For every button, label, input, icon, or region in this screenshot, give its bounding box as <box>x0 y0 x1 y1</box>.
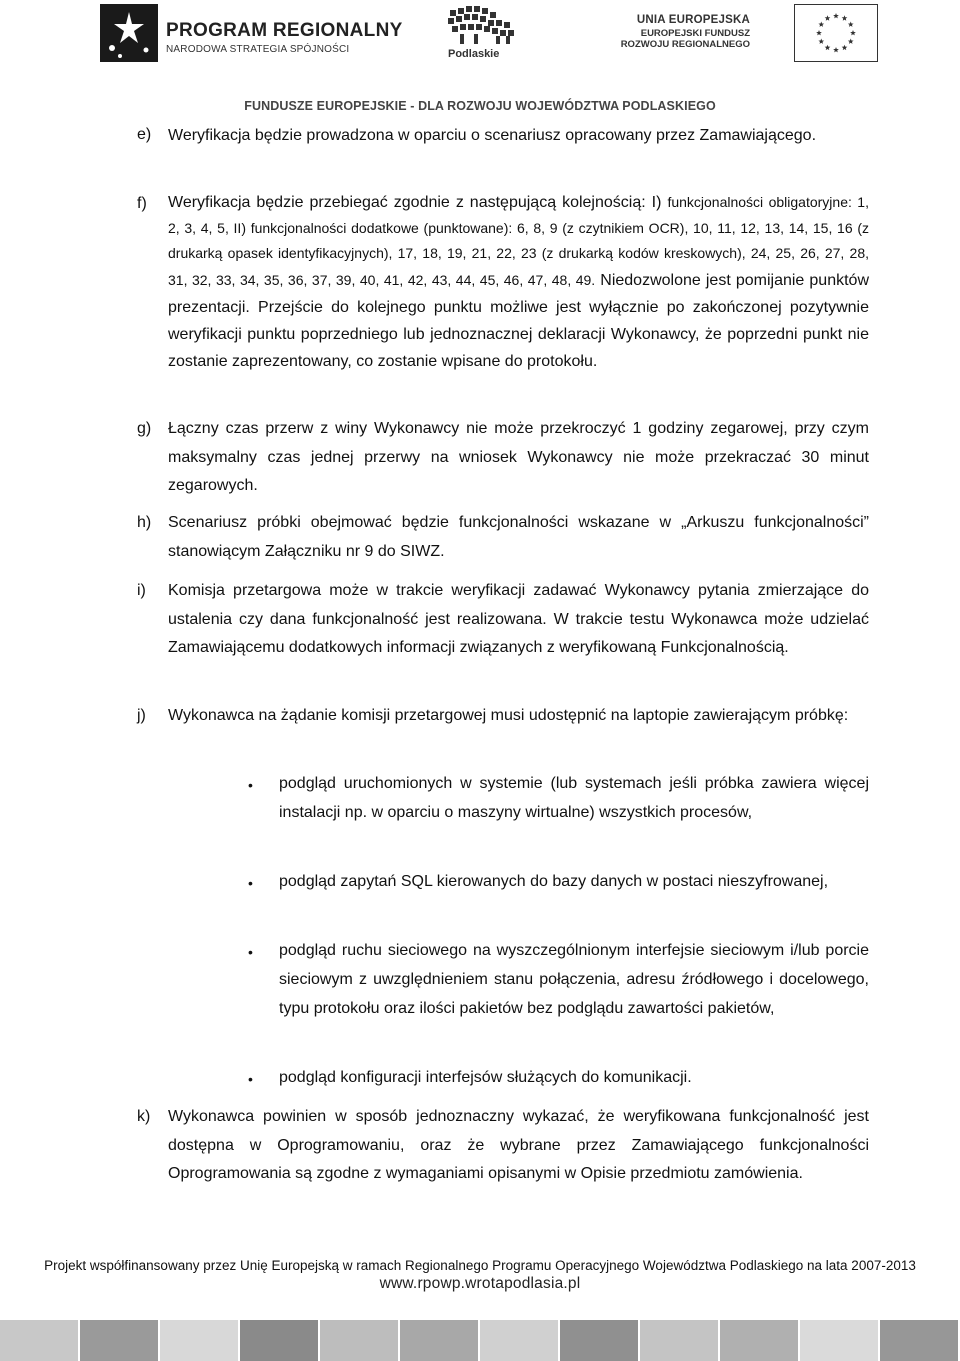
program-regionalny-logo <box>100 4 403 66</box>
bison-icon <box>440 4 530 50</box>
bullet-glyph: • <box>248 777 253 793</box>
footer-band-segment <box>240 1320 320 1361</box>
item-marker: j) <box>137 707 146 724</box>
podlaskie-logo <box>440 4 530 66</box>
bullet-glyph: • <box>248 1071 253 1087</box>
item-text-part1: Weryfikacja będzie przebiegać zgodnie z następującą kolejnością: I) <box>168 194 668 211</box>
bullet-text: podgląd zapytań SQL kierowanych do bazy danych w postaci nieszyfrowanej, <box>279 873 829 890</box>
item-text: Wykonawca powinien w sposób jednoznaczny wykazać, że weryfikowana funkcjonalność jest dostępna w Oprogramowaniu, oraz że wybrane przez Zamawiającego funkcjonalności Oprogramowania są zgodne z wymaganiami opisanymi w Opisie przedmiotu zamówienia. <box>168 1108 869 1182</box>
item-marker: g) <box>137 420 152 437</box>
bullet-glyph: • <box>248 944 253 960</box>
bullet-text: podgląd konfiguracji interfejsów służących do komunikacji. <box>279 1069 692 1086</box>
footer-color-band <box>0 1320 960 1361</box>
eu-star-icon <box>816 30 822 35</box>
footer-band-segment <box>480 1320 560 1361</box>
item-marker: f) <box>137 195 147 212</box>
eu-title: UNIA EUROPEJSKA <box>636 14 750 26</box>
footer-band-segment <box>640 1320 720 1361</box>
footer-band-segment <box>320 1320 400 1361</box>
podlaskie-label: Podlaskie <box>448 48 500 60</box>
eu-star-icon <box>825 15 831 20</box>
item-text: Scenariusz próbki obejmować będzie funkcjonalności wskazane w „Arkuszu funkcjonalności” stanowiącym Załączniku nr 9 do SIWZ. <box>168 514 869 560</box>
eu-star-icon <box>848 22 854 27</box>
item-text <box>168 190 869 375</box>
eu-star-icon <box>850 30 856 35</box>
bullet-text: podgląd uruchomionych w systemie (lub systemach jeśli próbka zawiera więcej instalacji np. w oparciu o maszyny wirtualne) wszystkich procesów, <box>279 775 869 821</box>
footer-band-segment <box>560 1320 640 1361</box>
bullet-glyph: • <box>248 875 253 891</box>
item-marker: k) <box>137 1108 151 1125</box>
program-subtitle: NARODOWA STRATEGIA SPÓJNOŚCI <box>166 44 350 55</box>
item-text: Łączny czas przerw z winy Wykonawcy nie może przekroczyć 1 godziny zegarowej, przy czym maksymalny czas jednej przerwy na wniosek Wykonawcy nie może przekraczać 30 minut zegarowych. <box>168 420 869 494</box>
eu-star-icon <box>848 39 854 44</box>
item-marker: i) <box>137 582 146 599</box>
item-text: Wykonawca na żądanie komisji przetargowej musi udostępnić na laptopie zawierającym próbkę: <box>168 707 849 724</box>
header-caption: FUNDUSZE EUROPEJSKIE - DLA ROZWOJU WOJEWÓDZTWA PODLASKIEGO <box>244 99 716 113</box>
item-text-part3: Niedozwolone jest pomijanie punktów prezentacji. Przejście do kolejnego punktu możliwe jest wyłącznie po zakończonej pozytywnie weryfikacji punktu poprzedniego lub jednoznacznej deklaracji Wykonawcy, że poprzedni punkt nie zostanie zaprezentowany, co zostanie wpisane do protokołu. <box>168 271 869 370</box>
footer-band-segment <box>400 1320 480 1361</box>
eu-star-icon <box>818 39 824 44</box>
program-title: PROGRAM REGIONALNY <box>166 20 403 41</box>
eu-flag-icon <box>794 4 878 62</box>
footer-website: www.rpowp.wrotapodlasia.pl <box>379 1275 581 1292</box>
footer-band-segment <box>0 1320 80 1361</box>
eu-star-icon <box>842 45 848 50</box>
eu-star-icon <box>818 22 824 27</box>
footer-band-segment <box>160 1320 240 1361</box>
eu-star-icon <box>833 13 839 18</box>
eu-star-icon <box>842 15 848 20</box>
item-marker: e) <box>137 126 152 143</box>
footer-band-segment <box>800 1320 880 1361</box>
item-text: Weryfikacja będzie prowadzona w oparciu o scenariusz opracowany przez Zamawiającego. <box>168 127 817 144</box>
eu-star-icon <box>825 45 831 50</box>
footer-band-segment <box>880 1320 960 1361</box>
page-header <box>0 0 960 112</box>
footer-cofinancing-note: Projekt współfinansowany przez Unię Europejską w ramach Regionalnego Programu Operacyjnego Województwa Podlaskiego na lata 2007-2013 <box>44 1258 916 1273</box>
eu-fund-line2: ROZWOJU REGIONALNEGO <box>620 39 750 50</box>
star-person-icon <box>100 4 158 62</box>
item-marker: h) <box>137 514 152 531</box>
bullet-text: podgląd ruchu sieciowego na wyszczególnionym interfejsie sieciowym i/lub porcie sieciowym z uwzględnieniem stanu połączenia, adresu źródłowego i docelowego, typu protokołu oraz ilości pakietów bez podglądu zawartości pakietów, <box>279 942 869 1017</box>
item-text-part2: funkcjonalności obligatoryjne: 1, 2, 3, 4, 5, II) funkcjonalności dodatkowe (punktowane): 6, 8, 9 (z czytnikiem OCR), 10, 11, 12, 13, 14, 15, 16 (z drukarką opasek identyfikacyjnych), 17, 18, 19, 21, 22, 23 (z drukarką kodów kreskowych), 24, 25, 26, 27, 28, 31, 32, 33, 34, 35, 36, 37, 39, 40, 41, 42, 43, 44, 45, 46, 47, 48, 49. <box>168 194 869 288</box>
item-text: Komisja przetargowa może w trakcie weryfikacji zadawać Wykonawcy pytania zmierzające do ustalenia czy dana funkcjonalność jest realizowana. W trakcie testu Wykonawca może udzielać Zamawiającemu dodatkowych informacji związanych z weryfikowaną Funkcjonalnością. <box>168 582 869 656</box>
footer-band-segment <box>80 1320 160 1361</box>
footer-band-segment <box>720 1320 800 1361</box>
eu-star-icon <box>833 47 839 52</box>
eu-fund-line1: EUROPEJSKI FUNDUSZ <box>640 28 750 39</box>
eu-logo <box>620 4 860 66</box>
